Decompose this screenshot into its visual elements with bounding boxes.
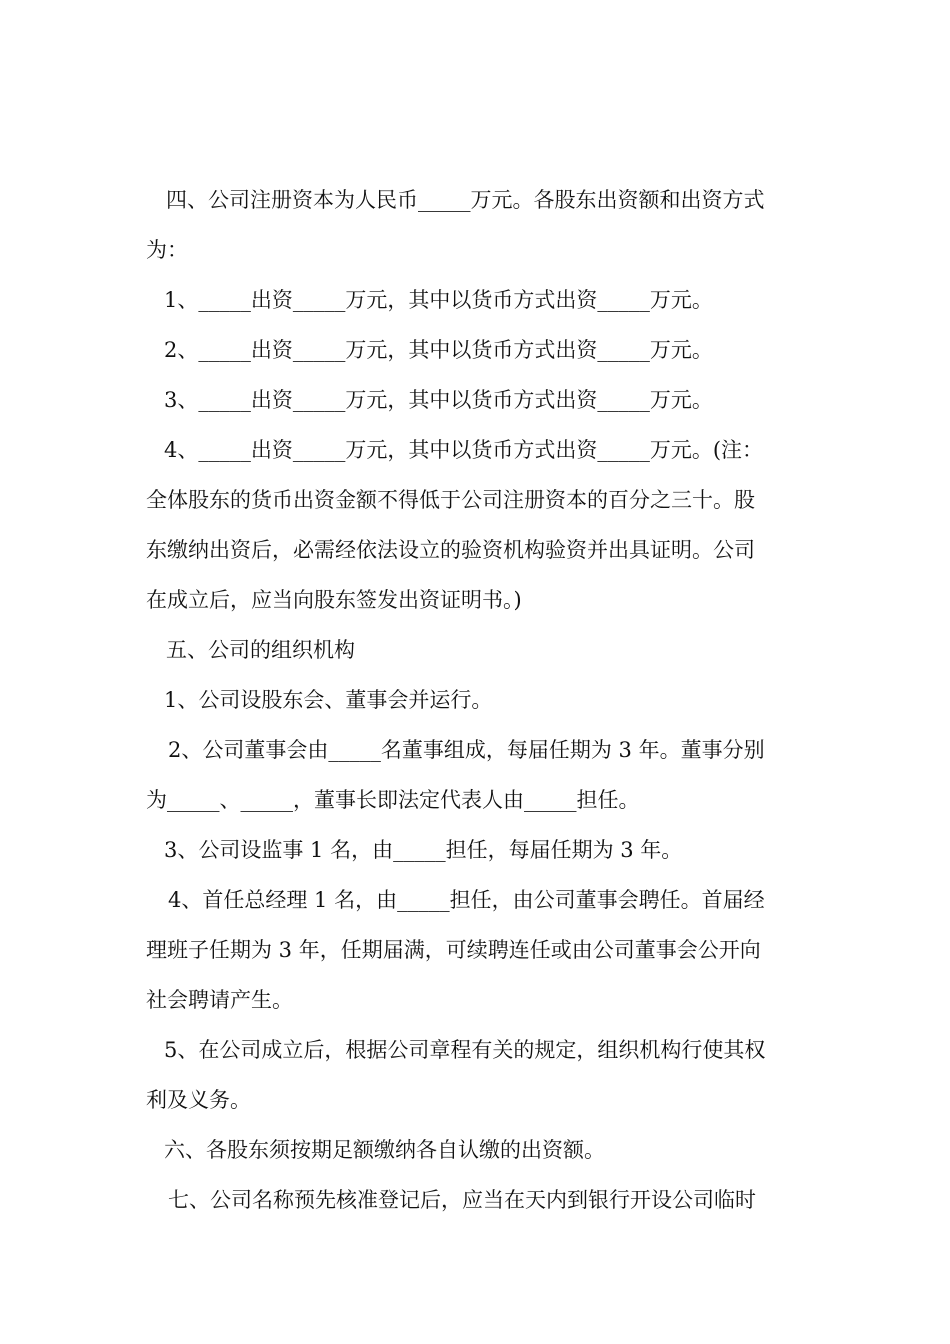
org-item-5-line-1: 5、在公司成立后，根据公司章程有关的规定，组织机构行使其权 (164, 1038, 766, 1062)
org-item-2-line-1: 2、公司董事会由_____名董事组成，每届任期为 3 年。董事分别 (168, 738, 765, 762)
shareholder-3-contribution: 3、_____出资_____万元，其中以货币方式出资_____万元。 (164, 388, 713, 412)
paragraph-4-line-1: 四、公司注册资本为人民币_____万元。各股东出资额和出资方式 (166, 188, 765, 212)
org-item-2-line-2: 为_____、_____，董事长即法定代表人由_____担任。 (146, 788, 640, 812)
org-item-3: 3、公司设监事 1 名，由_____担任，每届任期为 3 年。 (164, 838, 683, 862)
org-item-5-line-2: 利及义务。 (146, 1088, 251, 1112)
org-item-4-line-3: 社会聘请产生。 (146, 988, 293, 1012)
shareholder-2-contribution: 2、_____出资_____万元，其中以货币方式出资_____万元。 (164, 338, 713, 362)
shareholder-1-contribution: 1、_____出资_____万元，其中以货币方式出资_____万元。 (164, 288, 713, 312)
paragraph-4-line-2: 为： (146, 238, 188, 262)
shareholder-4-contribution: 4、_____出资_____万元，其中以货币方式出资_____万元。(注： (164, 438, 764, 462)
section-6: 六、各股东须按期足额缴纳各自认缴的出资额。 (164, 1138, 605, 1162)
section-7-line-1: 七、公司名称预先核准登记后，应当在天内到银行开设公司临时 (168, 1188, 756, 1212)
org-item-4-line-1: 4、首任总经理 1 名，由_____担任，由公司董事会聘任。首届经 (168, 888, 765, 912)
org-item-4-line-2: 理班子任期为 3 年，任期届满，可续聘连任或由公司董事会公开向 (146, 938, 761, 962)
note-line-3: 在成立后，应当向股东签发出资证明书。) (146, 588, 522, 612)
section-5-heading: 五、公司的组织机构 (166, 638, 355, 662)
note-line-1: 全体股东的货币出资金额不得低于公司注册资本的百分之三十。股 (146, 488, 755, 512)
note-line-2: 东缴纳出资后，必需经依法设立的验资机构验资并出具证明。公司 (146, 538, 755, 562)
org-item-1: 1、公司设股东会、董事会并运行。 (164, 688, 493, 712)
